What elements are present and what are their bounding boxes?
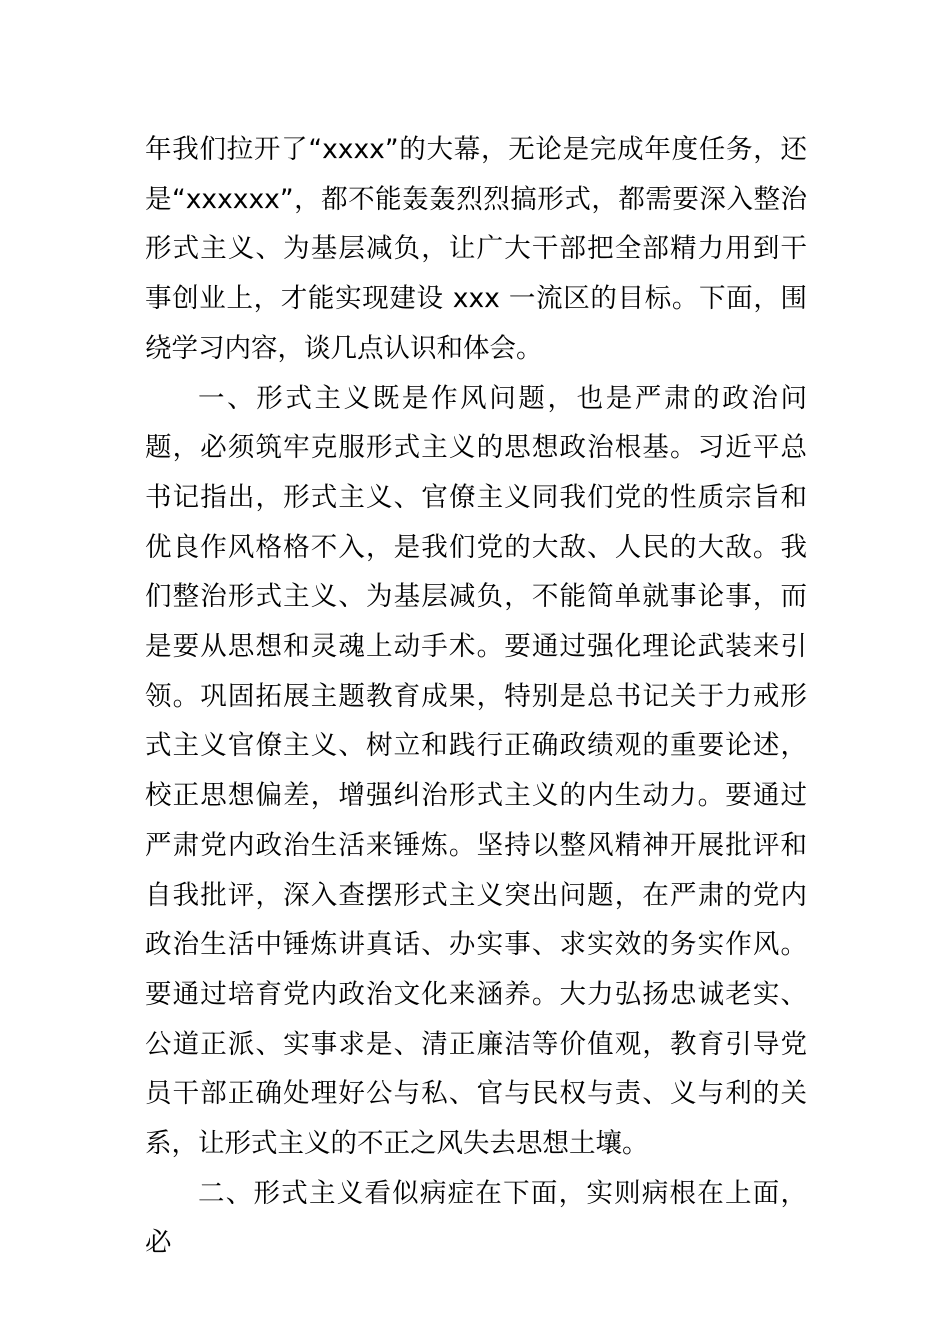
paragraph-section-one: 一、形式主义既是作风问题，也是严肃的政治问题，必须筑牢克服形式主义的思想政治根基。习近平总书记指出，形式主义、官僚主义同我们党的性质宗旨和优良作风格格不入，是我们党的大敌、人民的大敌。我们整治形式主义、为基层减负，不能简单就事论事，而是要从思想和灵魂上动手术。要通过强化理论武装来引领。巩固拓展主题教育成果，特别是总书记关于力戒形式主义官僚主义、树立和践行正确政绩观的重要论述，校正思想偏差，增强纠治形式主义的内生动力。要通过严肃党内政治生活来锤炼。坚持以整风精神开展批评和自我批评，深入查摆形式主义突出问题，在严肃的党内政治生活中锤炼讲真话、办实事、求实效的务实作风。要通过培育党内政治文化来涵养。大力弘扬忠诚老实、公道正派、实事求是、清正廉洁等价值观，教育引导党员干部正确处理好公与私、官与民权与责、义与利的关系，让形式主义的不正之风失去思想土壤。 [145, 382, 807, 1160]
document-body [145, 125, 807, 1268]
paragraph-intro-continued: 年我们拉开了“xxxx”的大幕，无论是完成年度任务，还是“xxxxxx”，都不能轰轰烈烈搞形式，都需要深入整治形式主义、为基层减负，让广大干部把全部精力用到干事创业上，才能实现建设 xxx 一流区的目标。下面，围绕学习内容，谈几点认识和体会。 [145, 134, 807, 364]
paragraph-section-two: 二、形式主义看似病症在下面，实则病根在上面，必 [145, 1177, 807, 1259]
